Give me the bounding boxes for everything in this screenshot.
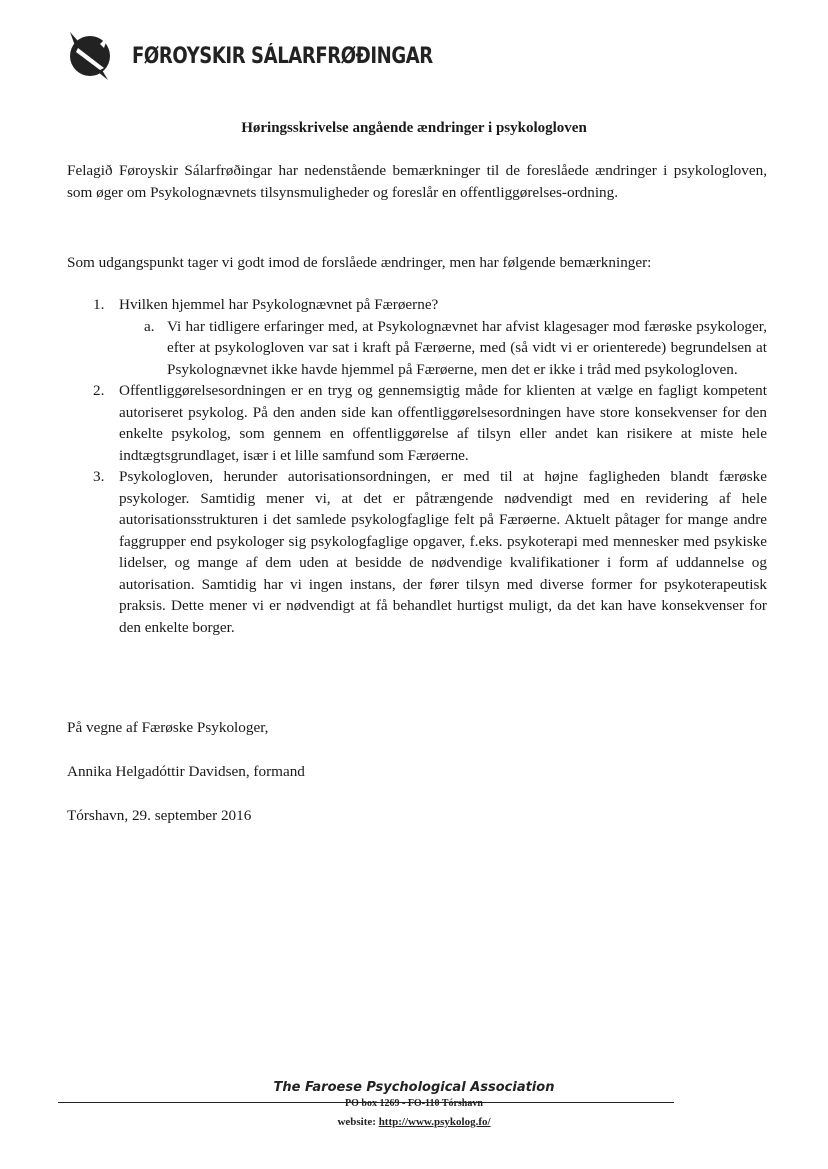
list-item [67,380,767,466]
list-item [67,294,767,316]
remarks-list [67,294,767,638]
sub-list-item-text: Vi har tidligere erfaringer med, at Psykolognævnet har afvist klagesager mod færøske psykologer, efter at psykologloven var sat i kraft på Færøerne, med (så vidt vi er orienterede) begrundelsen at Psykolognævnet ikke havde hjemmel på Færøerne, men det er ikke i tråd med psykologloven. [167,317,767,378]
signer-name: Annika Helgadóttir Davidsen, formand [67,763,305,780]
intro-paragraph-2: Som udgangspunkt tager vi godt imod de forslåede ændringer, men har følgende bemærkninger: [67,254,652,271]
website-link[interactable]: http://www.psykolog.fo/ [378,1116,491,1128]
list-item-number: 3. [93,468,105,485]
sub-list-item-letter: a. [144,317,155,335]
footer [0,1080,828,1095]
list-item-text: Hvilken hjemmel har Psykolognævnet på Færøerne? [119,296,439,313]
organization-name: FØROYSKIR SÁLARFRØÐINGAR [132,44,433,69]
list-item-text: Offentliggørelsesordningen er en tryg og gennemsigtig måde for klienten at vælge en fagligt kompetent autoriseret psykolog. På den anden side kan offentliggørelsesordningen have store konsekvenser for den enkelte psykolog, som gennem en offentliggørelse af tilsyn eller andet kan risikere at miste hele indtægtsgrundlaget, især i et lille samfund som Færøerne. [119,382,767,464]
place-date: Tórshavn, 29. september 2016 [67,807,252,824]
letterhead [64,26,464,86]
closing-line: På vegne af Færøske Psykologer, [67,719,269,736]
sub-list-item [67,316,767,381]
footer-address: PO box 1269 - FO-110 Tórshavn [345,1098,483,1109]
list-item-number: 1. [93,296,105,313]
list-item-text: Psykologloven, herunder autorisationsordningen, er med til at højne fagligheden blandt færøske psykologer. Samtidig mener vi, at det er påtrængende nødvendigt med en revidering af hele autorisationsstrukturen i det samlede psykologfaglige felt på Færøerne. Aktuelt påtager for mange andre faggrupper end psykologer sig psykologfaglige opgaver, f.eks. psykoterapi med mennesker med psykiske lidelser, og mange af dem uden at besidde de nødvendige kvalifikationer i form af uddannelse og autorisation. Samtidig har vi ingen instans, der fører tilsyn med diverse former for psykoterapeutisk praksis. Dette mener vi er nødvendigt at få behandlet hurtigst muligt, da det kan have konsekvenser for den enkelte borger. [119,468,767,636]
bird-logo-icon [64,26,116,82]
list-item [67,466,767,638]
list-item-number: 2. [93,382,105,399]
website-label: website: [337,1116,376,1128]
document-title: Høringsskrivelse angående ændringer i psykologloven [241,120,587,136]
footer-website [0,1116,828,1128]
footer-organization-name: The Faroese Psychological Association [273,1080,555,1095]
intro-paragraph: Felagið Føroyskir Sálarfrøðingar har nedenstående bemærkninger til de foreslåede ændringer i psykologloven, som øger om Psykolognævnets tilsynsmuligheder og foreslår en offentliggørelses-ordning. [67,162,767,201]
